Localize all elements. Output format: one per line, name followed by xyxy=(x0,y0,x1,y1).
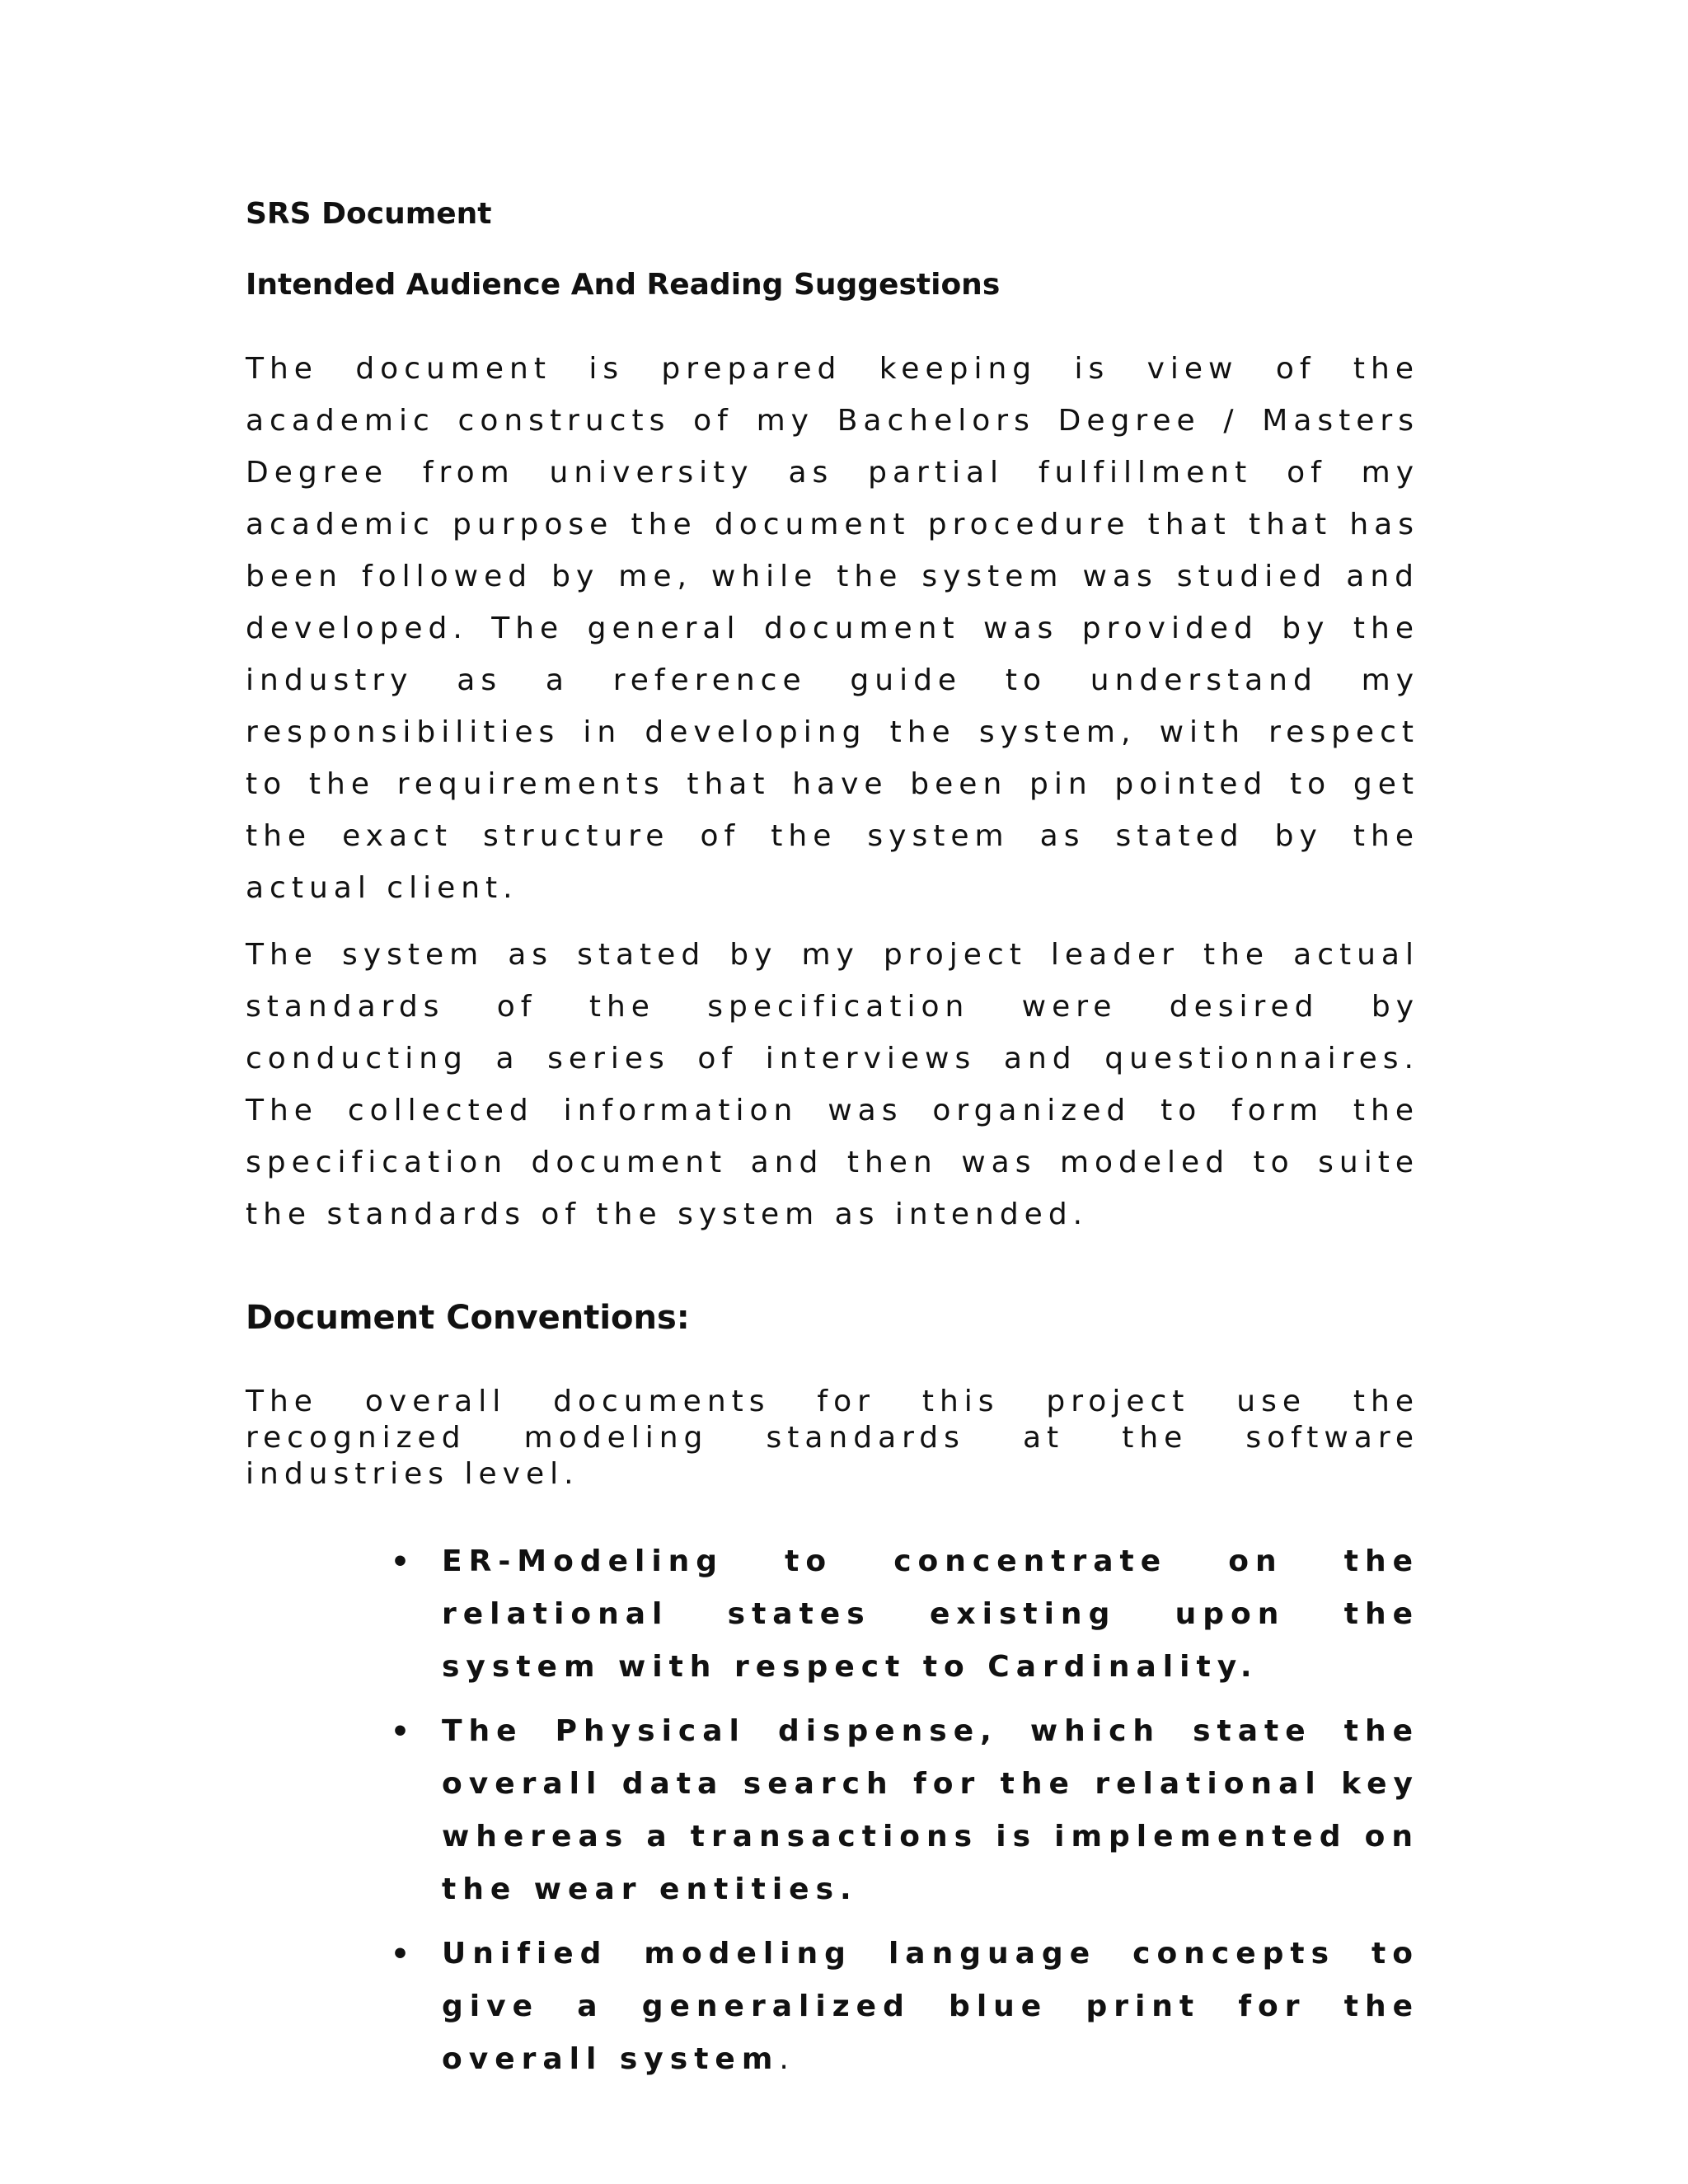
bullet-text xyxy=(442,1928,1419,2086)
bullet-icon: • xyxy=(391,1545,410,1579)
bullet-icon: • xyxy=(391,1715,410,1749)
audience-paragraph-1: The document is prepared keeping is view of the academic constructs of my Bachelors Degree / Masters Degree from university as partial fulfillment of my academic purpose the document procedure that that has been followed by me, while the system was studied and developed. The general document was provided by the industry as a reference guide to understand my responsibilities in developing the system, with respect to the requirements that have been pin pointed to get the exact structure of the system as stated by the actual client. xyxy=(246,352,1419,905)
document-content xyxy=(246,191,1419,2097)
bullet-text xyxy=(442,1705,1419,1916)
bullet-main-text: ER-Modeling to concentrate on the relational states existing upon the system with respect to Cardinality. xyxy=(442,1544,1419,1684)
list-item xyxy=(391,1705,1419,1916)
bullet-tail-text: . xyxy=(779,2042,795,2076)
conventions-bullet-list xyxy=(246,1535,1419,2086)
bullet-main-text: Unified modeling language concepts to give a generalized blue print for the overall system xyxy=(442,1937,1419,2076)
document-title: SRS Document xyxy=(246,197,492,231)
audience-paragraph-2: The system as stated by my project leader the actual standards of the specification were desired by conducting a series of interviews and questionnaires. The collected information was organized to form the specification document and then was modeled to suite the standards of the system as intended. xyxy=(246,938,1419,1231)
intended-audience-heading: Intended Audience And Reading Suggestions xyxy=(246,268,1001,302)
list-item xyxy=(391,1928,1419,2086)
bullet-icon: • xyxy=(391,1938,410,1971)
bullet-main-text: The Physical dispense, which state the overall data search for the relational key whereas a transactions is implemented on the wear entities. xyxy=(442,1714,1419,1906)
conventions-intro-paragraph: The overall documents for this project use the recognized modeling standards at the software industries level. xyxy=(246,1385,1419,1491)
bullet-text xyxy=(442,1535,1419,1694)
document-conventions-heading: Document Conventions: xyxy=(246,1299,690,1337)
list-item xyxy=(391,1535,1419,1694)
